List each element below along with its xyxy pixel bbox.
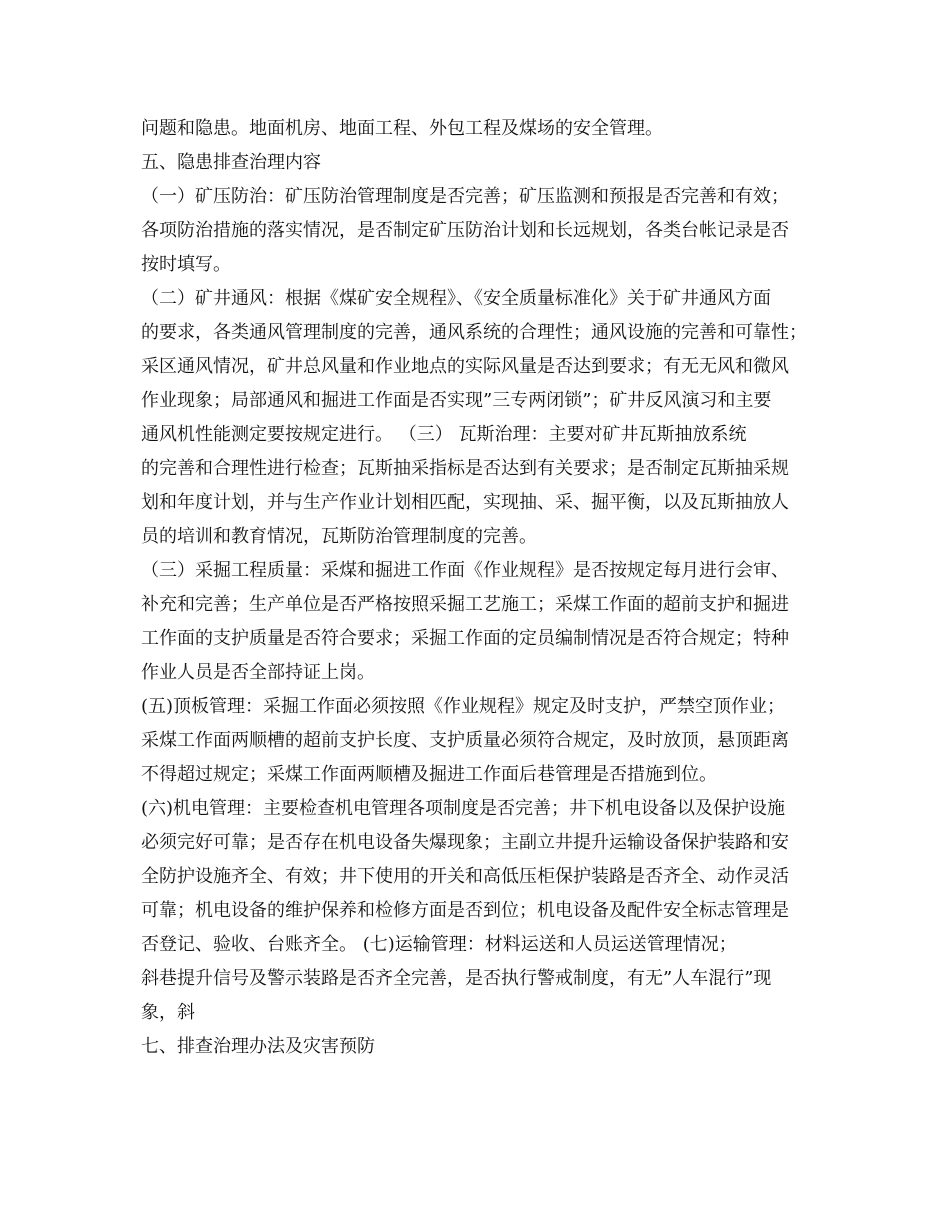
paragraph-line: （二）矿井通风：根据《煤矿安全规程》、《安全质量标准化》关于矿井通风方面 — [141, 288, 771, 309]
paragraph-line: 象，斜 — [141, 1002, 195, 1023]
paragraph-line: 必须完好可靠；是否存在机电设备失爆现象；主副立井提升运输设备保护装路和安 — [141, 832, 789, 853]
section-heading: 五、隐患排查治理内容 — [141, 152, 321, 173]
section-heading: 七、排查治理办法及灾害预防 — [141, 1036, 375, 1057]
paragraph-line: （一）矿压防治：矿压防治管理制度是否完善；矿压监测和预报是否完善和有效； — [141, 186, 789, 207]
paragraph-line: 采区通风情况，矿井总风量和作业地点的实际风量是否达到要求；有无无风和微风 — [141, 356, 789, 377]
paragraph-line: 作业人员是否全部持证上岗。 — [141, 662, 375, 683]
paragraph-line: 的要求，各类通风管理制度的完善，通风系统的合理性；通风设施的完善和可靠性； — [141, 322, 807, 343]
paragraph-line: 按时填写。 — [141, 254, 231, 275]
paragraph-line: （三）采掘工程质量：采煤和掘进工作面《作业规程》是否按规定每月进行会审、 — [141, 560, 789, 581]
paragraph-line: 的完善和合理性进行检查；瓦斯抽采指标是否达到有关要求；是否制定瓦斯抽采规 — [141, 458, 789, 479]
paragraph-line: 作业现象；局部通风和掘进工作面是否实现”三专两闭锁”；矿井反风演习和主要 — [141, 390, 772, 411]
paragraph-line: 划和年度计划，并与生产作业计划相匹配，实现抽、采、掘平衡，以及瓦斯抽放人 — [141, 492, 789, 513]
paragraph-line: 斜巷提升信号及警示装路是否齐全完善，是否执行警戒制度，有无”人车混行”现 — [141, 968, 772, 989]
paragraph-line: 问题和隐患。地面机房、地面工程、外包工程及煤场的安全管理。 — [141, 118, 663, 139]
paragraph-line: 补充和完善；生产单位是否严格按照采掘工艺施工；采煤工作面的超前支护和掘进 — [141, 594, 789, 615]
paragraph-line: 可靠；机电设备的维护保养和检修方面是否到位；机电设备及配件安全标志管理是 — [141, 900, 789, 921]
paragraph-line: 不得超过规定；采煤工作面两顺槽及掘进工作面后巷管理是否措施到位。 — [141, 764, 717, 785]
paragraph-line: (五)顶板管理：采掘工作面必须按照《作业规程》规定及时支护，严禁空顶作业； — [141, 696, 786, 717]
paragraph-line: 工作面的支护质量是否符合要求；采掘工作面的定员编制情况是否符合规定；特种 — [141, 628, 789, 649]
paragraph-line: (六)机电管理：主要检查机电管理各项制度是否完善；井下机电设备以及保护设施 — [141, 798, 786, 819]
paragraph-line: 通风机性能测定要按规定进行。 （三） 瓦斯治理：主要对矿井瓦斯抽放系统 — [141, 424, 747, 445]
paragraph-line: 各项防治措施的落实情况，是否制定矿压防治计划和长远规划，各类台帐记录是否 — [141, 220, 789, 241]
paragraph-line: 采煤工作面两顺槽的超前支护长度、支护质量必须符合规定，及时放顶，悬顶距离 — [141, 730, 789, 751]
paragraph-line: 员的培训和教育情况，瓦斯防治管理制度的完善。 — [141, 526, 537, 547]
paragraph-line: 否登记、验收、台账齐全。 (七)运输管理：材料运送和人员运送管理情况； — [141, 934, 737, 955]
paragraph-line: 全防护设施齐全、有效；井下使用的开关和高低压柜保护装路是否齐全、动作灵活 — [141, 866, 789, 887]
